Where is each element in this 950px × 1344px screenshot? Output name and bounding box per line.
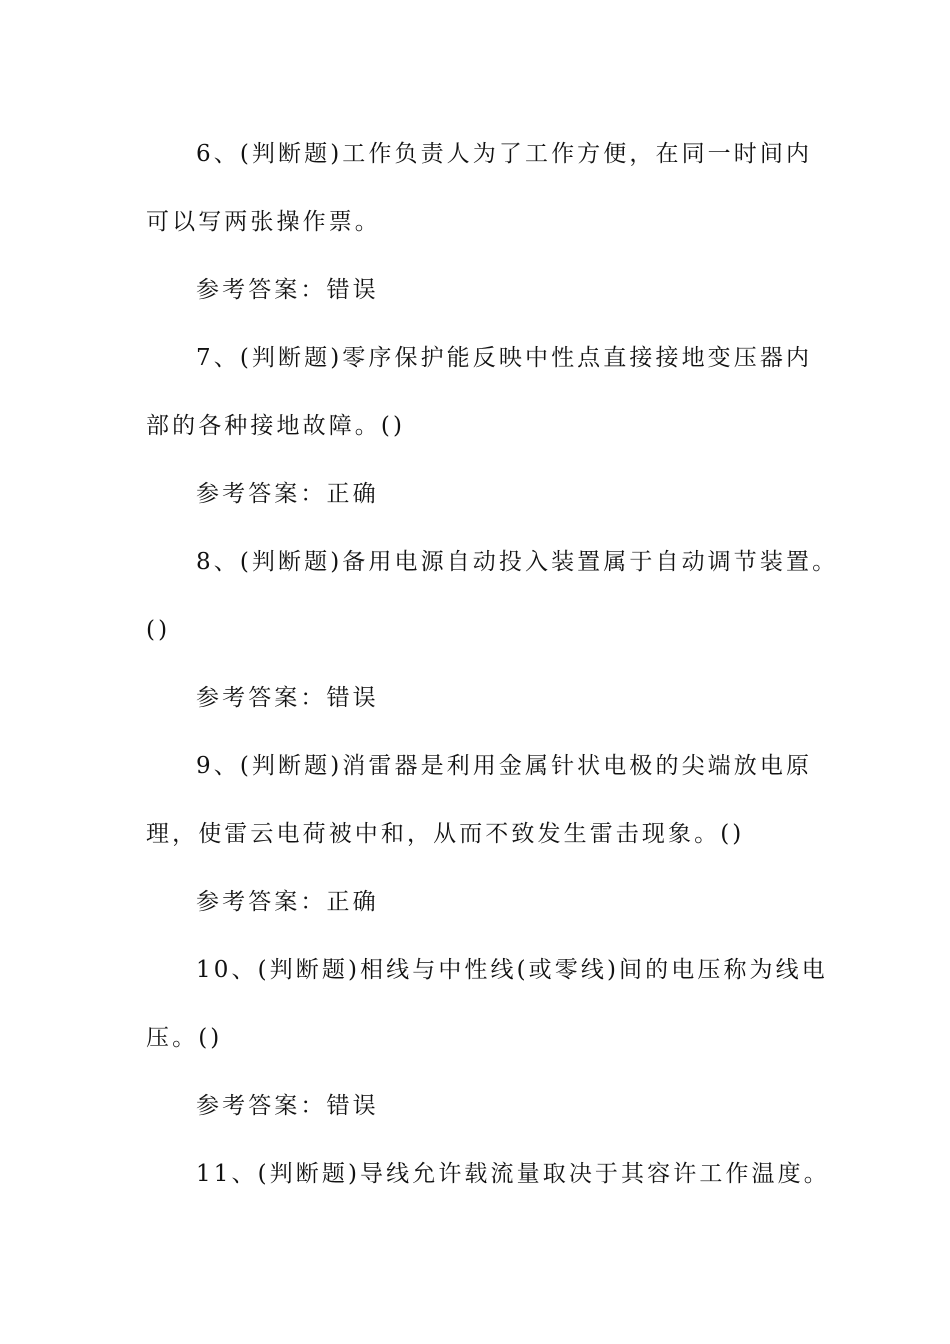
question-10-answer: 参考答案：错误 <box>196 1093 379 1119</box>
question-8-line-2: () <box>146 617 171 643</box>
question-8-answer: 参考答案：错误 <box>196 685 379 711</box>
question-9-answer: 参考答案：正确 <box>196 889 379 915</box>
question-6-line-1: 6、(判断题)工作负责人为了工作方便，在同一时间内 <box>196 141 813 167</box>
question-9-line-2: 理，使雷云电荷被中和，从而不致发生雷击现象。() <box>146 821 745 847</box>
question-list <box>146 132 839 1220</box>
question-11-line-1: 11、(判断题)导线允许载流量取决于其容许工作温度。 <box>196 1161 830 1187</box>
question-7-line-2: 部的各种接地故障。() <box>146 413 406 439</box>
question-9-line-1: 9、(判断题)消雷器是利用金属针状电极的尖端放电原 <box>196 753 813 779</box>
question-10-line-1: 10、(判断题)相线与中性线(或零线)间的电压称为线电 <box>196 957 828 983</box>
question-7-answer: 参考答案：正确 <box>196 481 379 507</box>
question-6-line-2: 可以写两张操作票。 <box>146 209 381 235</box>
question-7-line-1: 7、(判断题)零序保护能反映中性点直接接地变压器内 <box>196 345 813 371</box>
question-6-answer: 参考答案：错误 <box>196 277 379 303</box>
question-8-line-1: 8、(判断题)备用电源自动投入装置属于自动调节装置。 <box>196 549 839 575</box>
question-10-line-2: 压。() <box>146 1025 223 1051</box>
